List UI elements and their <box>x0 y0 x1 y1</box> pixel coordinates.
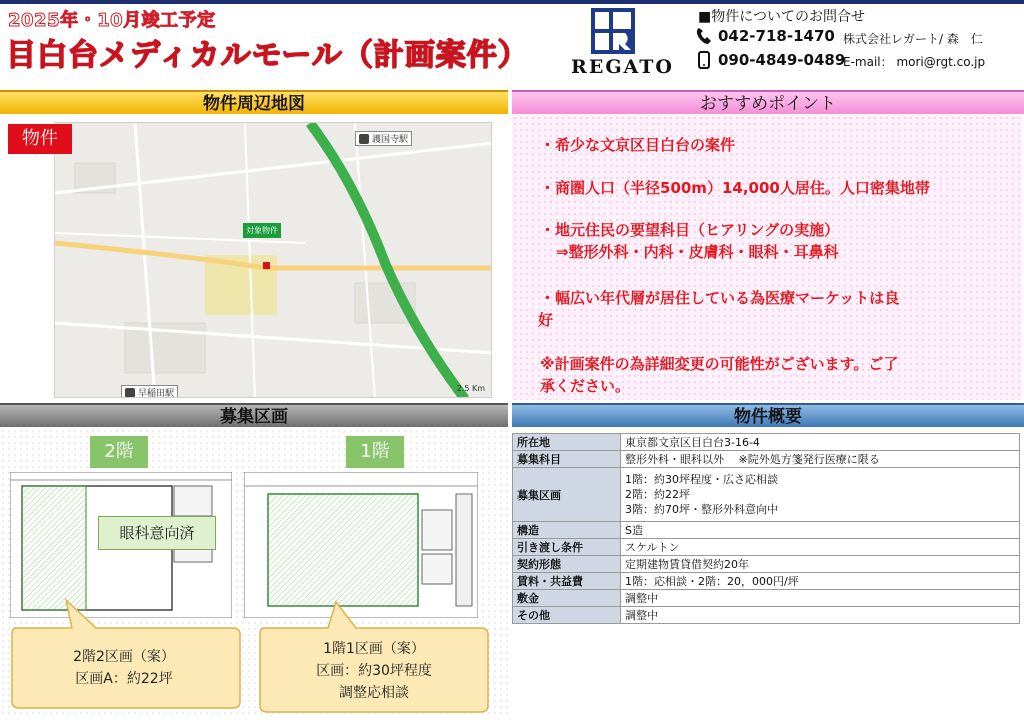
overview-value-line: 東京都文京区目白台3-16-4 <box>625 435 760 449</box>
section-overview-bar: 物件概要 <box>512 403 1024 427</box>
overview-value-line: 整形外科・眼科以外 ※院外処方箋発行医療に限る <box>625 452 880 466</box>
table-row <box>513 434 1020 451</box>
floor-1-tag: 1階 <box>346 436 404 468</box>
overview-value <box>621 607 1020 624</box>
station-icon <box>359 134 369 144</box>
recommend-item: ・地元住民の要望科目（ヒアリングの実施） <box>540 221 840 239</box>
table-row <box>513 539 1020 556</box>
overview-value <box>621 451 1020 468</box>
page-title: 目白台メディカルモール（計画案件） <box>6 38 529 73</box>
overview-key: その他 <box>513 607 621 624</box>
phone-row-1 <box>696 27 835 45</box>
overview-value-line: 調整中 <box>625 591 658 605</box>
section-map-bar: 物件周辺地図 <box>0 90 508 114</box>
section-recommend-bar: おすすめポイント <box>512 90 1024 114</box>
overview-value-line: スケルトン <box>625 540 680 554</box>
callout-2f-line: 区画A：約22坪 <box>75 671 173 687</box>
overview-key: 敷金 <box>513 590 621 607</box>
recommend-note: ※計画案件の為詳細変更の可能性がございます。ご了 <box>540 355 899 373</box>
map-scale: 2.5 Km <box>456 384 485 393</box>
overview-key: 構造 <box>513 522 621 539</box>
section-recruit-bar: 募集区画 <box>0 403 508 427</box>
recommend-item: ・希少な文京区目白台の案件 <box>540 136 736 154</box>
overview-key: 募集科目 <box>513 451 621 468</box>
overview-key: 所在地 <box>513 434 621 451</box>
phone-icon <box>696 27 712 45</box>
station-icon <box>125 388 135 398</box>
overview-value <box>621 556 1020 573</box>
regato-logo-mark <box>591 8 635 54</box>
target-property-label: 対象物件 <box>243 223 281 238</box>
callout-1f-text <box>260 638 488 704</box>
overview-value-line: 3階：約70坪・整形外科意向中 <box>625 503 778 516</box>
completion-subtitle: 2025年・10月竣工予定 <box>8 10 216 31</box>
overview-value-line: 調整中 <box>625 608 658 622</box>
logo-text: REGATO <box>571 56 674 78</box>
property-tag: 物件 <box>8 124 72 154</box>
recommend-item: ・商圏人口（半径500m）14,000人居住。人口密集地帯 <box>540 179 930 197</box>
overview-value <box>621 573 1020 590</box>
overview-value-line: 1階：約30坪程度・広さ応相談 <box>625 473 778 486</box>
regato-logo <box>565 8 680 78</box>
table-row <box>513 468 1020 522</box>
overview-value-line: 1階：応相談・2階：20，000円/坪 <box>625 574 799 588</box>
station-label-wasedaa: 早稲田駅 <box>121 385 178 398</box>
floor-plan-1f <box>244 472 478 618</box>
floor-2-tag: 2階 <box>90 436 148 468</box>
table-row <box>513 522 1020 539</box>
inquiry-title: ■物件についてのお問合せ <box>698 9 865 25</box>
overview-key: 引き渡し条件 <box>513 539 621 556</box>
table-row <box>513 573 1020 590</box>
table-row <box>513 590 1020 607</box>
overview-value-line: 定期建物賃貸借契約20年 <box>625 557 749 571</box>
callout-1f-line: 調整応相談 <box>339 685 409 701</box>
overview-key: 契約形態 <box>513 556 621 573</box>
mobile-phone-icon <box>696 51 712 69</box>
ophthalmology-badge: 眼科意向済 <box>98 516 216 550</box>
map-roads <box>55 123 492 398</box>
table-row <box>513 607 1020 624</box>
station-label-gokokuji: 護国寺駅 <box>355 131 412 146</box>
callout-1f-line: 1階1区画（案） <box>323 641 425 657</box>
callout-2f-line: 2階2区画（案） <box>73 649 175 665</box>
recommend-panel <box>512 115 1022 400</box>
recommend-item: ⇒整形外科・内科・皮膚科・眼科・耳鼻科 <box>556 243 839 261</box>
company-name: 株式会社レガート/ 森 仁 <box>843 32 983 46</box>
phone-number-2[interactable]: 090-4849-0489 <box>718 51 846 69</box>
overview-value <box>621 522 1020 539</box>
overview-key: 賃料・共益費 <box>513 573 621 590</box>
overview-value <box>621 468 1020 522</box>
recommend-item: 好 <box>538 311 554 329</box>
recommend-item: ・幅広い年代層が居住している為医療マーケットは良 <box>540 289 900 307</box>
area-map <box>54 122 492 398</box>
callout-2f-text <box>12 646 236 690</box>
table-row <box>513 556 1020 573</box>
overview-value <box>621 590 1020 607</box>
top-border <box>0 0 1024 4</box>
callout-1f-line: 区画：約30坪程度 <box>316 663 432 679</box>
overview-key: 募集区画 <box>513 468 621 522</box>
table-row <box>513 451 1020 468</box>
overview-value-line: S造 <box>625 523 643 537</box>
overview-table <box>512 433 1020 624</box>
recommend-note: 承ください。 <box>540 377 631 395</box>
phone-row-2 <box>696 51 845 69</box>
phone-number-1[interactable]: 042-718-1470 <box>718 27 835 45</box>
email-address[interactable]: E-mail： mori@rgt.co.jp <box>843 55 986 69</box>
overview-value <box>621 539 1020 556</box>
overview-value <box>621 434 1020 451</box>
overview-value-line: 2階：約22坪 <box>625 488 690 501</box>
